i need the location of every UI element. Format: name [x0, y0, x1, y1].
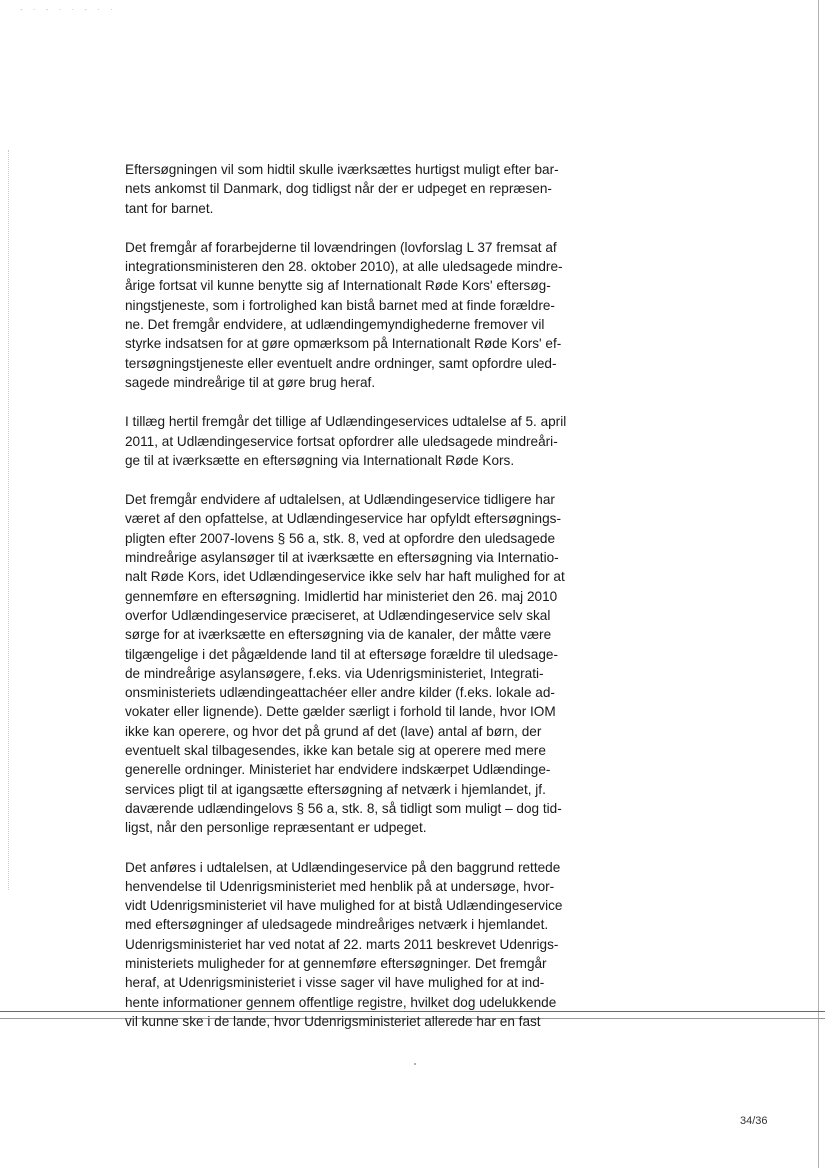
- paragraph-4: [125, 490, 575, 837]
- text-line: nalt Røde Kors, idet Udlændingeservice ikke selv har haft mulighed for at: [125, 569, 565, 585]
- text-line: Eftersøgningen vil som hidtil skulle iværksættes hurtigst muligt efter bar-: [125, 162, 559, 177]
- scan-speck: [414, 1063, 416, 1065]
- text-line: gennemføre en eftersøgning. Imidlertid har ministeriet den 26. maj 2010: [125, 588, 558, 604]
- text-line: integrationsministeren den 28. oktober 2010), at alle uledsagede mindre-: [125, 259, 563, 275]
- body-text: [125, 160, 575, 1051]
- text-line: ligst, når den personlige repræsentant er udpeget.: [125, 820, 427, 836]
- text-line: årige fortsat vil kunne benytte sig af Internationalt Røde Kors' eftersøg-: [125, 278, 551, 294]
- text-line: henvendelse til Udenrigsministeriet med henblik på at undersøge, hvor-: [125, 878, 555, 894]
- scan-edge-right: [818, 0, 819, 1168]
- paragraph-5: [125, 858, 575, 1032]
- text-line: ge til at iværksætte en eftersøgning via Internationalt Røde Kors.: [125, 452, 515, 468]
- text-line: Det fremgår endvidere af udtalelsen, at Udlændingeservice tidligere har: [125, 492, 555, 508]
- text-line: heraf, at Udenrigsministeriet i visse sager vil have mulighed for at ind-: [125, 975, 545, 991]
- text-line: daværende udlændingelovs § 56 a, stk. 8, så tidligt som muligt – dog tid-: [125, 800, 562, 816]
- text-line: de mindreårige asylansøgere, f.eks. via Udenrigsministeriet, Integrati-: [125, 665, 544, 681]
- text-line: sørge for at iværksætte en eftersøgning via de kanaler, der måtte være: [125, 627, 552, 643]
- text-line: sagede mindreårige til at gøre brug heraf.: [125, 374, 376, 390]
- text-line: nets ankomst til Danmark, dog tidligst når der er udpeget en repræsen-: [125, 181, 552, 197]
- text-line: vil kunne ske i de lande, hvor Udenrigsministeriet allerede har en fast: [125, 1013, 541, 1029]
- scan-artifact-marks: - · - · · - · ·: [20, 5, 117, 14]
- text-line: med eftersøgninger af uledsagede mindreåriges netværk i hjemlandet.: [125, 917, 549, 933]
- text-line: eventuelt skal tilbagesendes, ikke kan betale sig at operere med mere: [125, 743, 546, 759]
- text-line: 2011, at Udlændingeservice fortsat opfordrer alle uledsagede mindreåri-: [125, 433, 558, 449]
- text-line: hente informationer gennem offentlige registre, hvilket dog udelukkende: [125, 994, 557, 1010]
- text-line: ningstjeneste, som i fortrolighed kan bistå barnet med at finde forældre-: [125, 297, 555, 313]
- text-line: Udenrigsministeriet har ved notat af 22. marts 2011 beskrevet Udenrigs-: [125, 936, 559, 952]
- text-line: onsministeriets udlændingeattachéer eller andre kilder (f.eks. lokale ad-: [125, 685, 555, 701]
- text-line: pligten efter 2007-lovens § 56 a, stk. 8, ved at opfordre den uledsagede: [125, 530, 556, 546]
- text-line: Det anføres i udtalelsen, at Udlændingeservice på den baggrund rettede: [125, 859, 561, 875]
- text-line: mindreårige asylansøger til at iværksætte en eftersøgning via Internatio-: [125, 550, 559, 566]
- scan-edge-left: [8, 150, 9, 890]
- text-line: I tillæg hertil fremgår det tillige af Udlændingeservices udtalelse af 5. april: [125, 414, 567, 430]
- text-line: tersøgningstjeneste eller eventuelt andre ordninger, samt opfordre uled-: [125, 355, 557, 371]
- paragraph-3: [125, 412, 575, 470]
- text-line: styrke indsatsen for at gøre opmærksom på Internationalt Røde Kors' ef-: [125, 336, 562, 352]
- text-line: tant for barnet.: [125, 200, 214, 216]
- text-line: ne. Det fremgår endvidere, at udlændingemyndighederne fremover vil: [125, 317, 545, 333]
- page-number: 34/36: [740, 1115, 768, 1127]
- text-line: services pligt til at igangsætte eftersøgning af netværk i hjemlandet, jf.: [125, 781, 546, 797]
- paragraph-2: [125, 238, 575, 392]
- text-line: ministeriets muligheder for at gennemføre eftersøgninger. Det fremgår: [125, 955, 547, 971]
- text-line: Det fremgår af forarbejderne til lovændringen (lovforslag L 37 fremsat af: [125, 239, 557, 255]
- text-line: ikke kan operere, og hvor det på grund af det (lave) antal af børn, der: [125, 723, 542, 739]
- text-line: været af den opfattelse, at Udlændingeservice har opfyldt eftersøgnings-: [125, 511, 561, 527]
- text-line: vokater eller lignende). Dette gælder særligt i forhold til lande, hvor IOM: [125, 704, 556, 720]
- paragraph-1: [125, 160, 575, 218]
- text-line: generelle ordninger. Ministeriet har endvidere indskærpet Udlændinge-: [125, 762, 551, 778]
- text-line: tilgængelige i det pågældende land til at eftersøge forældre til uledsage-: [125, 646, 558, 662]
- text-line: vidt Udenrigsministeriet vil have mulighed for at bistå Udlændingeservice: [125, 898, 563, 914]
- text-line: overfor Udlændingeservice præciseret, at Udlændingeservice selv skal: [125, 607, 551, 623]
